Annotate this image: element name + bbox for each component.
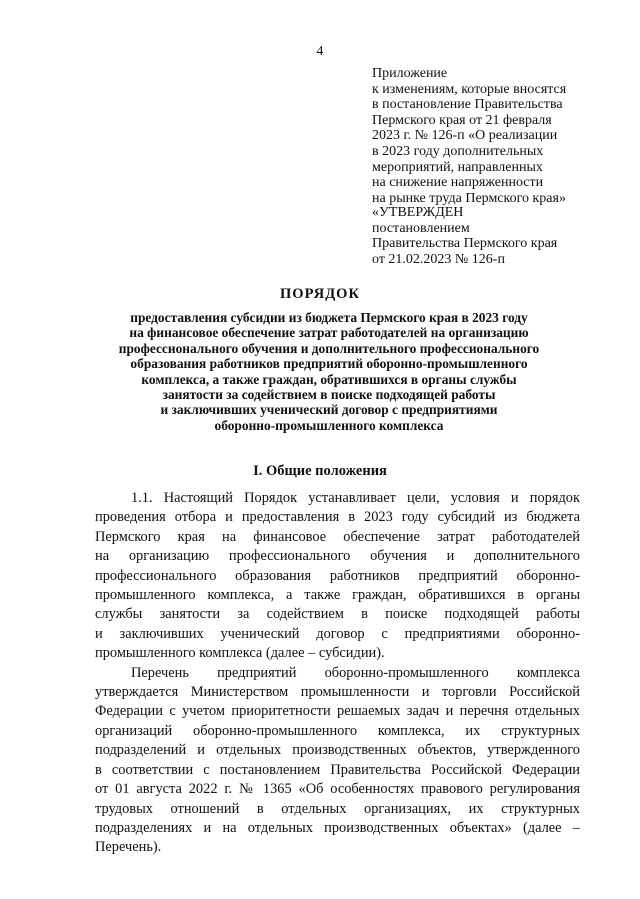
paragraph-line: Федерации с учетом приоритетности решаемых задач и перечня отдельных: [95, 703, 580, 720]
appendix-line: в постановление Правительства: [372, 97, 563, 113]
paragraph-line: трудовых отношений в отдельных организациях, их структурных: [95, 800, 580, 817]
document-title: ПОРЯДОК: [280, 286, 360, 302]
subtitle-line: комплекса, а также граждан, обратившихся в органы службы: [141, 371, 517, 387]
approval-line: постановлением: [372, 220, 470, 236]
paragraph-line: в соответствии с постановлением Правительства Российской Федерации: [95, 761, 580, 778]
paragraph-line: проведения отбора и предоставления в 2023 году субсидий из бюджета: [95, 509, 580, 526]
subtitle-line: занятости за содействием в поиске подходящей работы: [162, 387, 496, 403]
subtitle-line: образования работников предприятий оборонно-промышленного: [130, 356, 528, 372]
approval-stamp-text: [372, 205, 622, 267]
appendix-line: к изменениям, которые вносятся: [372, 81, 567, 97]
document-subtitle: [94, 310, 564, 433]
approval-line: от 21.02.2023 № 126-п: [372, 251, 505, 267]
approval-line: «УТВЕРЖДЕН: [372, 205, 464, 220]
paragraph-line: подразделений и отдельных производственных объектов, утвержденного: [95, 742, 580, 759]
paragraph-line: промышленного комплекса, а также граждан, обратившихся в органы: [95, 587, 580, 604]
paragraph-line: Перечень).: [95, 839, 162, 856]
paragraph-line: Перечень предприятий оборонно-промышленного комплекса: [131, 664, 580, 681]
appendix-line: в 2023 году дополнительных: [372, 143, 544, 159]
subtitle-line: предоставления субсидии из бюджета Пермского края в 2023 году: [130, 310, 528, 325]
subtitle-line: оборонно-промышленного комплекса: [214, 417, 444, 433]
paragraph-line: подразделениях и на отдельных производственных объектах» (далее –: [95, 819, 580, 836]
paragraph-line: профессионального образования работников предприятий оборонно-: [95, 567, 580, 584]
appendix-line: на рынке труда Пермского края»: [372, 190, 566, 206]
appendix-line: Пермского края от 21 февраля: [372, 112, 552, 128]
paragraph-line: службы занятости за содействием в поиске подходящей работы: [95, 606, 580, 623]
paragraph-line: организаций оборонно-промышленного комплекса, их структурных: [95, 722, 580, 739]
paragraph-line: от 01 августа 2022 г. № 1365 «Об особенностях правового регулирования: [95, 781, 580, 798]
subtitle-line: профессионального обучения и дополнительного профессионального: [118, 340, 540, 356]
paragraph-1-1: [95, 489, 580, 664]
section-heading: I. Общие положения: [253, 463, 387, 479]
paragraph-perechen: [95, 664, 580, 858]
page-number: 4: [316, 44, 324, 59]
appendix-line: мероприятий, направленных: [372, 159, 543, 175]
appendix-line: на снижение напряженности: [372, 175, 544, 191]
paragraph-line: Пермского края на финансовое обеспечение затрат работодателей: [95, 528, 580, 545]
subtitle-line: на финансовое обеспечение затрат работодателей на организацию: [129, 325, 529, 341]
paragraph-line: утверждается Министерством промышленности и торговли Российской: [95, 684, 580, 701]
paragraph-line: 1.1. Настоящий Порядок устанавливает цели, условия и порядок: [131, 490, 580, 506]
paragraph-line: на организацию профессионального обучения и дополнительного: [95, 548, 580, 565]
paragraph-line: промышленного комплекса (далее – субсидии).: [95, 645, 385, 662]
appendix-line: 2023 г. № 126-п «О реализации: [372, 128, 558, 144]
approval-line: Правительства Пермского края: [372, 236, 558, 252]
subtitle-line: и заключивших ученический договор с предприятиями: [160, 402, 498, 418]
body-text: [95, 489, 580, 858]
paragraph-line: и заключивших ученический договор с предприятиями оборонно-: [95, 625, 580, 642]
appendix-note: [372, 66, 622, 206]
appendix-line: Приложение: [372, 66, 448, 81]
